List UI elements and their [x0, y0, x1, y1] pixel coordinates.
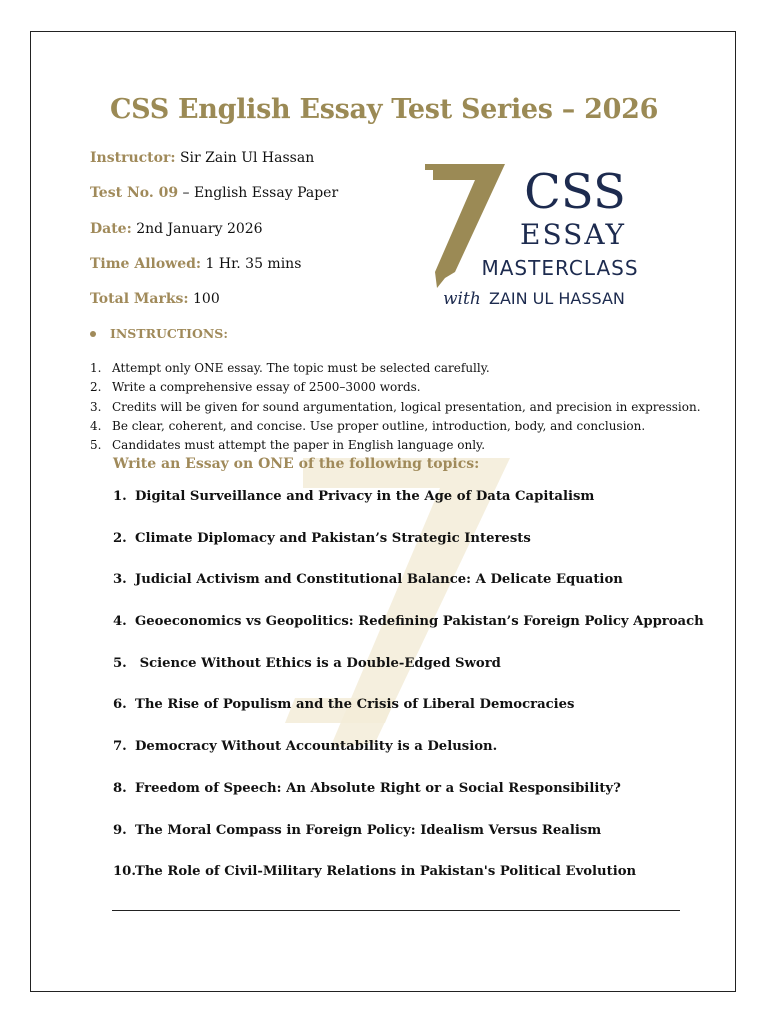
topic-number: 2.	[113, 530, 127, 546]
page-title: CSS English Essay Test Series – 2026	[109, 94, 659, 125]
topic-item	[113, 572, 704, 614]
date-label: Date:	[90, 221, 132, 237]
instruction-item	[90, 417, 701, 436]
topic-text: Climate Diplomacy and Pakistan’s Strategic Interests	[135, 530, 531, 546]
topic-item	[113, 531, 704, 573]
date-value: 2nd January 2026	[131, 221, 263, 237]
date-line	[90, 221, 263, 237]
topic-text: The Moral Compass in Foreign Policy: Idealism Versus Realism	[135, 822, 602, 838]
logo-with: with	[443, 289, 481, 309]
item-number: 3.	[90, 399, 102, 414]
item-text: Be clear, coherent, and concise. Use proper outline, introduction, body, and conclusion.	[112, 418, 646, 433]
topic-item	[113, 781, 704, 823]
item-text: Credits will be given for sound argumentation, logical presentation, and precision in expression.	[112, 399, 701, 414]
logo-line1: CSS	[524, 164, 626, 220]
topic-number: 5.	[113, 655, 127, 671]
time-label: Time Allowed:	[90, 256, 202, 272]
topic-text: Science Without Ethics is a Double-Edged Sword	[135, 655, 501, 671]
item-text: Attempt only ONE essay. The topic must be selected carefully.	[112, 361, 490, 375]
topic-number: 10.	[113, 864, 136, 880]
bullet-icon	[90, 331, 96, 337]
topic-number: 8.	[113, 780, 127, 796]
instructions-list	[90, 359, 701, 455]
logo-line2: ESSAY	[520, 218, 626, 251]
css-essay-masterclass-logo	[425, 160, 665, 310]
instructor-line	[90, 150, 314, 166]
logo-name: ZAIN UL HASSAN	[489, 289, 625, 308]
topic-item	[113, 823, 704, 865]
topic-text: Democracy Without Accountability is a Delusion.	[135, 739, 498, 755]
instructor-value: Sir Zain Ul Hassan	[175, 150, 315, 166]
topics-list	[113, 489, 704, 906]
instruction-item	[90, 359, 701, 378]
test-value: – English Essay Paper	[178, 185, 339, 201]
topic-number: 3.	[113, 572, 127, 588]
instructions-heading	[90, 326, 228, 341]
marks-line	[90, 291, 220, 307]
time-value: 1 Hr. 35 mins	[201, 256, 302, 272]
topic-text: The Rise of Populism and the Crisis of Liberal Democracies	[135, 697, 575, 713]
topic-number: 7.	[113, 739, 127, 755]
instructions-heading-text: INSTRUCTIONS:	[110, 326, 228, 341]
topic-item	[113, 656, 704, 698]
topic-item	[113, 489, 704, 531]
item-number: 1.	[90, 361, 102, 375]
topic-number: 9.	[113, 822, 127, 838]
topic-number: 6.	[113, 697, 127, 713]
time-line	[90, 256, 301, 272]
topic-item	[113, 739, 704, 781]
topic-text: Freedom of Speech: An Absolute Right or a Social Responsibility?	[135, 780, 621, 796]
topic-number: 4.	[113, 614, 127, 630]
topic-item	[113, 864, 704, 906]
topic-number: 1.	[113, 489, 127, 504]
test-line	[90, 185, 338, 201]
instruction-item	[90, 398, 701, 417]
item-text: Write a comprehensive essay of 2500–3000 words.	[112, 380, 421, 395]
item-number: 2.	[90, 380, 102, 395]
topic-text: Digital Surveillance and Privacy in the Age of Data Capitalism	[135, 489, 595, 504]
instruction-item	[90, 436, 701, 455]
topic-item	[113, 697, 704, 739]
test-label: Test No. 09	[90, 185, 179, 201]
marks-value: 100	[188, 291, 220, 307]
topic-text: The Role of Civil-Military Relations in Pakistan's Political Evolution	[135, 864, 637, 880]
bottom-rule	[112, 910, 680, 911]
item-text: Candidates must attempt the paper in English language only.	[112, 438, 486, 453]
topic-item	[113, 614, 704, 656]
item-number: 4.	[90, 418, 102, 433]
item-number: 5.	[90, 438, 102, 453]
marks-label: Total Marks:	[90, 291, 189, 307]
topic-text: Geoeconomics vs Geopolitics: Redefining Pakistan’s Foreign Policy Approach	[135, 614, 704, 630]
logo-line3: MASTERCLASS	[481, 256, 639, 280]
instructor-label: Instructor:	[90, 150, 176, 166]
topic-text: Judicial Activism and Constitutional Balance: A Delicate Equation	[135, 572, 623, 588]
instruction-item	[90, 378, 701, 397]
essay-heading: Write an Essay on ONE of the following topics:	[113, 456, 480, 472]
